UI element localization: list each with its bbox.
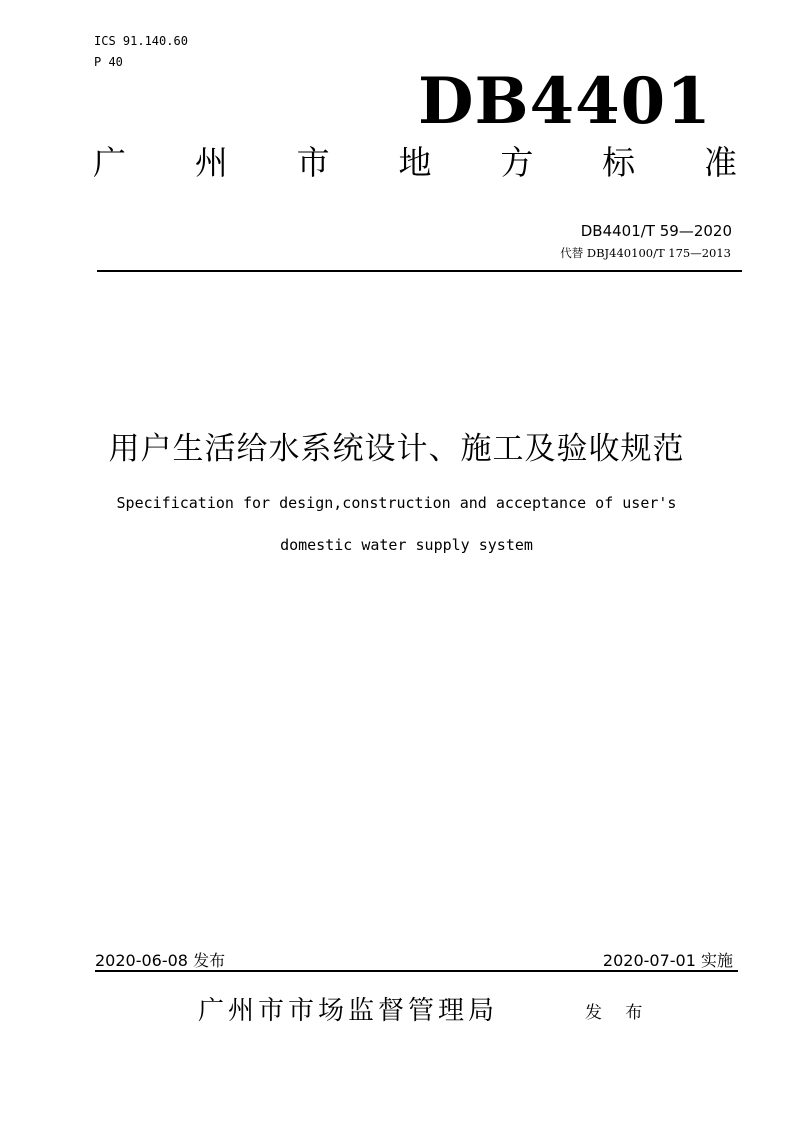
- standard-type-char: 市: [296, 143, 330, 182]
- standard-type-char: 广: [93, 143, 126, 182]
- replaces-standard: 代替 DBJ440100/T 175—2013: [560, 246, 731, 260]
- title-english-line1: Specification for design,construction and acceptance of user's: [116, 494, 677, 512]
- implementation-date: 2020-07-01 实施: [602, 951, 733, 970]
- standard-type-char: 地: [398, 143, 432, 182]
- standard-type-char: 标: [602, 143, 636, 182]
- issue-date: 2020-06-08 发布: [95, 951, 226, 970]
- db-logo: DB4401: [418, 64, 712, 139]
- standard-number: DB4401/T 59—2020: [580, 222, 732, 240]
- title-chinese: 用户生活给水系统设计、施工及验收规范: [108, 431, 685, 467]
- title-english-line2: domestic water supply system: [280, 536, 533, 554]
- standard-type: [93, 143, 737, 182]
- standard-type-char: 准: [703, 143, 737, 182]
- ics-code: ICS 91.140.60: [94, 34, 188, 48]
- issuing-authority: 广州市市场监督管理局: [198, 996, 499, 1026]
- classification-code: P 40: [94, 55, 123, 69]
- bottom-divider: [95, 970, 738, 972]
- top-divider: [97, 270, 742, 272]
- issue-label: 发 布: [585, 1003, 652, 1023]
- standard-type-char: 州: [194, 143, 228, 182]
- standard-type-char: 方: [500, 143, 534, 182]
